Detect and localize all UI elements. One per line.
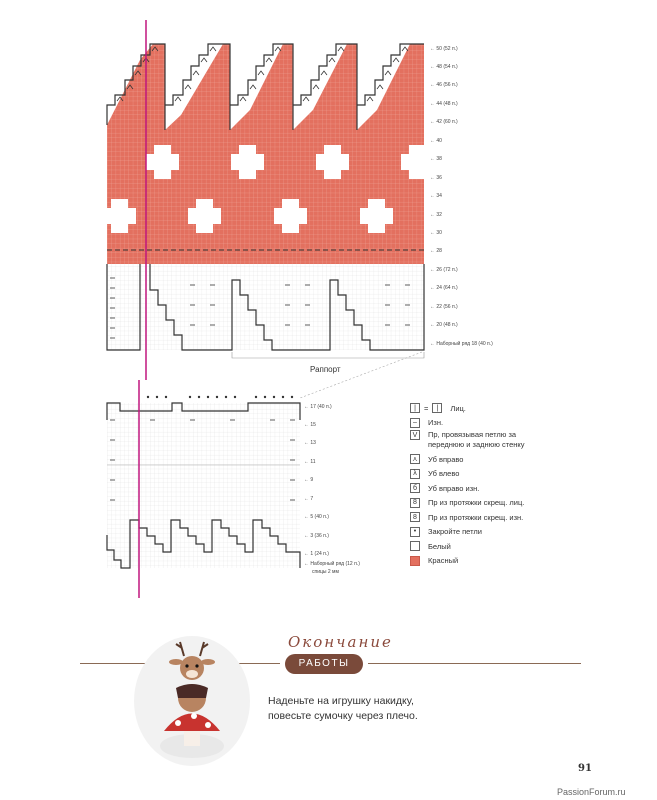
legend-label: Уб вправо изн. bbox=[428, 483, 480, 493]
legend-label: Пр из протяжки скрещ. лиц. bbox=[428, 498, 525, 508]
row-label: ← 13 bbox=[304, 440, 316, 446]
row-label: ← 9 bbox=[304, 477, 314, 483]
equals-sign: = bbox=[424, 403, 429, 413]
legend-label: Лиц. bbox=[450, 403, 466, 413]
row-label: ← 11 bbox=[304, 459, 316, 465]
row-label: ← 28 bbox=[430, 248, 442, 254]
legend-label: Пр, провязывая петлю за переднюю и заднюю стенку bbox=[428, 430, 525, 449]
white-color-icon bbox=[410, 541, 420, 551]
row-label: ← 22 (56 п.) bbox=[430, 304, 458, 310]
row-label: ← 32 bbox=[430, 212, 442, 218]
legend-label: Уб вправо bbox=[428, 454, 464, 464]
legend-item bbox=[410, 525, 590, 540]
legend-item bbox=[410, 481, 590, 496]
row-label: ← 36 bbox=[430, 175, 442, 181]
row-label: ← 5 (40 п.) bbox=[304, 514, 329, 520]
knit-stitch-alt-icon: | bbox=[432, 403, 442, 413]
deer-toy-photo bbox=[132, 626, 252, 766]
legend-item bbox=[410, 401, 590, 416]
legend-item bbox=[410, 510, 590, 525]
purl-stitch-icon: – bbox=[410, 418, 420, 428]
finish-badge: РАБОТЫ bbox=[285, 654, 363, 674]
row-label: ← 7 bbox=[304, 496, 314, 502]
legend-item bbox=[410, 416, 590, 431]
legend-label: Изн. bbox=[428, 418, 444, 428]
row-label: ← 17 (40 п.) bbox=[304, 404, 332, 410]
legend-item bbox=[410, 467, 590, 482]
legend-item bbox=[410, 496, 590, 511]
knit-stitch-icon: | bbox=[410, 403, 420, 413]
finish-text: Наденьте на игрушку накидку, повесьте сумочку через плечо. bbox=[268, 695, 418, 722]
legend-label: Закройте петли bbox=[428, 527, 482, 537]
watermark: PassionForum.ru bbox=[557, 787, 626, 797]
legend-label: Красный bbox=[428, 556, 459, 566]
row-label: ← 24 (64 п.) bbox=[430, 285, 458, 291]
legend-item bbox=[410, 430, 590, 452]
row-label: ← 34 bbox=[430, 193, 442, 199]
repeat-label: Раппорт bbox=[310, 365, 341, 374]
row-label: ← Наборный ряд 18 (40 п.) bbox=[430, 341, 493, 347]
legend-label: Белый bbox=[428, 541, 451, 551]
bind-off-icon: • bbox=[410, 527, 420, 537]
row-label: спицы 2 мм bbox=[312, 569, 339, 575]
legend-item bbox=[410, 554, 590, 569]
row-label: ← 50 (52 п.) bbox=[430, 46, 458, 52]
row-label: ← 46 (56 п.) bbox=[430, 82, 458, 88]
decrease-right-purl-icon: б bbox=[410, 483, 420, 493]
red-color-icon bbox=[410, 556, 420, 566]
legend-label: Уб влево bbox=[428, 469, 460, 479]
row-label: ← 44 (48 п.) bbox=[430, 101, 458, 107]
row-label: ← 42 (60 п.) bbox=[430, 119, 458, 125]
finish-title: Окончание bbox=[288, 633, 393, 651]
row-label: ← Наборный ряд (12 п.) bbox=[304, 561, 360, 567]
legend-item bbox=[410, 452, 590, 467]
legend-label: Пр из протяжки скрещ. изн. bbox=[428, 512, 524, 522]
row-label: ← 1 (24 п.) bbox=[304, 551, 329, 557]
increase-back-front-icon: V bbox=[410, 430, 420, 440]
page-number: 91 bbox=[578, 763, 592, 774]
divider-right bbox=[368, 663, 581, 664]
legend-item bbox=[410, 539, 590, 554]
row-label: ← 38 bbox=[430, 156, 442, 162]
increase-crossed-purl-icon: 8 bbox=[410, 512, 420, 522]
row-label: ← 15 bbox=[304, 422, 316, 428]
legend bbox=[410, 401, 590, 568]
row-label: ← 40 bbox=[430, 138, 442, 144]
row-label: ← 20 (48 п.) bbox=[430, 322, 458, 328]
row-label: ← 3 (36 п.) bbox=[304, 533, 329, 539]
row-label: ← 26 (72 п.) bbox=[430, 267, 458, 273]
increase-crossed-knit-icon: 8 bbox=[410, 498, 420, 508]
row-label: ← 48 (54 п.) bbox=[430, 64, 458, 70]
row-label: ← 30 bbox=[430, 230, 442, 236]
decrease-left-icon: λ bbox=[410, 469, 420, 479]
decrease-right-icon: ⋏ bbox=[410, 454, 420, 464]
